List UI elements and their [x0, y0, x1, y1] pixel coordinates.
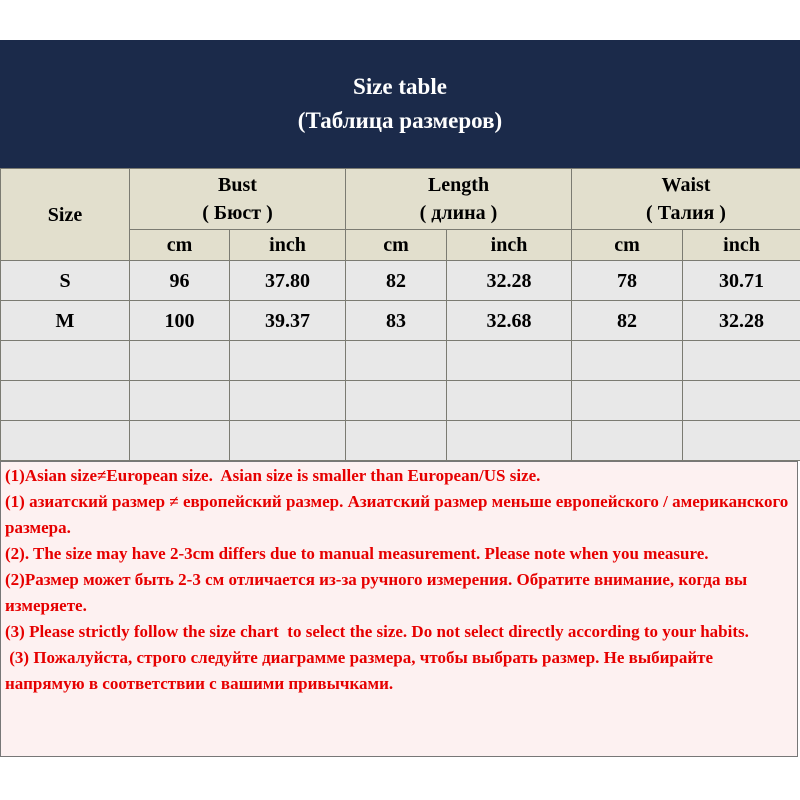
unit-cell: inch	[230, 230, 346, 261]
size-cell: S	[1, 261, 130, 301]
length-header	[346, 169, 572, 230]
bust-header	[130, 169, 346, 230]
table-cell: 100	[130, 301, 230, 341]
bust-label: Bust	[218, 174, 257, 196]
table-row	[1, 301, 800, 341]
size-table	[0, 168, 800, 461]
unit-cell: inch	[447, 230, 572, 261]
header-banner	[0, 40, 800, 168]
table-cell: 30.71	[683, 261, 800, 301]
empty-row	[1, 381, 800, 421]
table-cell: 83	[346, 301, 447, 341]
table-cell: 82	[346, 261, 447, 301]
table-cell: 82	[572, 301, 683, 341]
table-cell: 32.28	[447, 261, 572, 301]
empty-row	[1, 421, 800, 461]
table-cell: 37.80	[230, 261, 346, 301]
table-header-row	[1, 169, 800, 230]
waist-header	[572, 169, 800, 230]
table-cell: 96	[130, 261, 230, 301]
table-cell: 39.37	[230, 301, 346, 341]
size-cell: M	[1, 301, 130, 341]
unit-cell: cm	[572, 230, 683, 261]
table-cell: 32.68	[447, 301, 572, 341]
table-row	[1, 261, 800, 301]
note-3-en: (3) Please strictly follow the size chart to select the size. Do not select directly according to your habits.	[5, 622, 749, 641]
note-2-ru: (2)Размер может быть 2-3 см отличается из-за ручного измерения. Обратите внимание, когда вы измеряете.	[5, 570, 752, 615]
unit-cell: inch	[683, 230, 800, 261]
bust-sublabel: ( Бюст )	[202, 202, 273, 224]
empty-row	[1, 341, 800, 381]
length-label: Length	[427, 174, 490, 196]
waist-sublabel: ( Талия )	[646, 202, 726, 224]
waist-label: Waist	[661, 174, 711, 196]
page-subtitle: (Таблица размеров)	[297, 108, 503, 133]
table-cell: 78	[572, 261, 683, 301]
notes-box	[0, 461, 798, 757]
length-sublabel: ( длина )	[419, 202, 498, 224]
page-title: Size table	[353, 74, 447, 99]
note-2-en: (2). The size may have 2-3cm differs due to manual measurement. Please note when you measure.	[5, 544, 709, 563]
unit-cell: cm	[130, 230, 230, 261]
note-1-en: (1)Asian size≠European size. Asian size is smaller than European/US size.	[5, 466, 541, 485]
unit-cell: cm	[346, 230, 447, 261]
note-1-ru: (1) азиатский размер ≠ европейский размер. Азиатский размер меньше европейского / американского размера.	[5, 492, 793, 537]
table-cell: 32.28	[683, 301, 800, 341]
note-3-ru: (3) Пожалуйста, строго следуйте диаграмме размера, чтобы выбрать размер. Не выбирайте напрямую в соответствии с вашими привычками.	[5, 648, 718, 693]
size-header: Size	[1, 169, 130, 261]
